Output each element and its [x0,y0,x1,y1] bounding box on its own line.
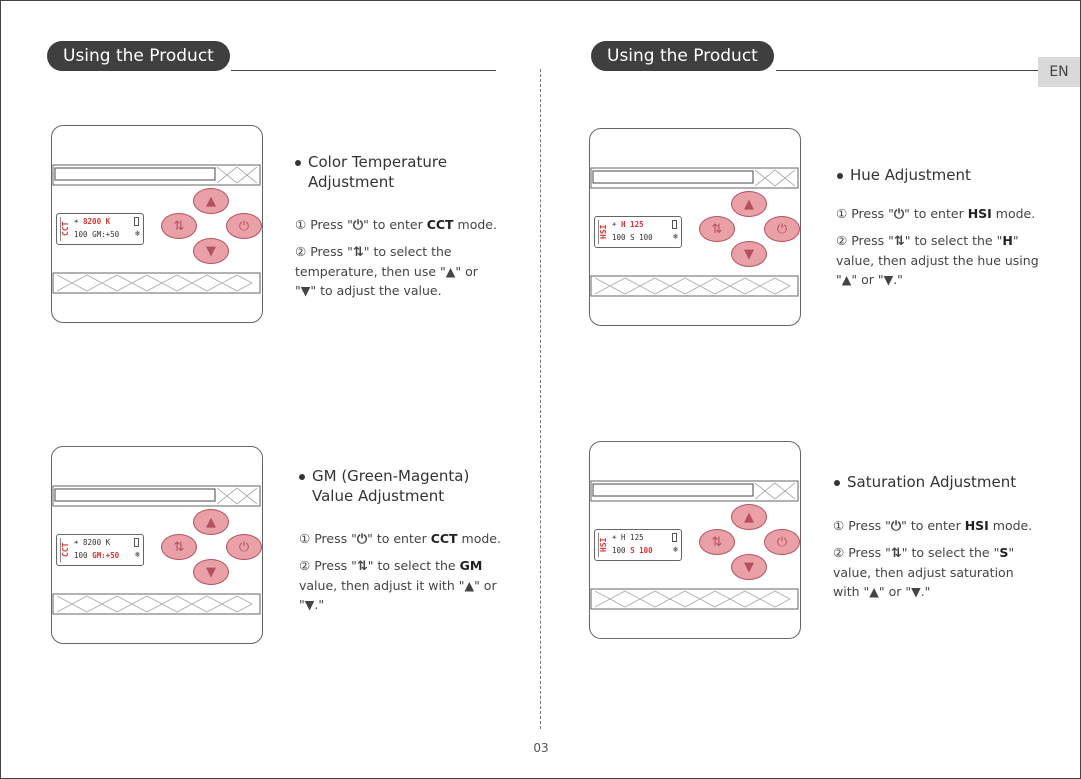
step-2: ② Press "⇅" to select the "S" value, then adjust saturation with "▲" or "▼." [833,545,1015,599]
fan-icon: ❄ [135,550,140,559]
lcd-sat-value: S 100 [630,233,653,242]
down-button[interactable]: ▼ [731,554,767,580]
lcd-display: HSI ☀ H 125 100 S 100 ❄ [594,216,682,248]
device-illustration-cct [51,125,263,323]
lcd-sat-value: S 100 [630,546,653,555]
select-icon: ⇅ [893,234,905,249]
section-title-saturation: Saturation Adjustment [847,472,1016,492]
step-1: ① Press "⏻" to enter HSI mode. [833,518,1033,534]
lcd-display: HSI ☀ H 125 100 S 100 ❄ [594,529,682,561]
lcd-brightness: 100 [612,546,626,555]
up-button[interactable]: ▲ [731,191,767,217]
page-number: 03 [533,741,549,755]
lcd-gm-value: GM:+50 [92,230,120,239]
power-icon: ⏻ [356,532,368,547]
device-illustration-hue [589,128,801,326]
bullet-icon [837,173,843,179]
up-button[interactable]: ▲ [731,504,767,530]
power-icon: ⏻ [352,218,364,233]
select-button[interactable]: ⇅ [699,529,735,555]
lcd-cct-value: 8200 K [83,538,111,547]
select-button[interactable]: ⇅ [161,534,197,560]
bullet-icon [295,160,301,166]
lcd-mode: HSI [598,533,608,557]
power-button[interactable]: ⏻ [764,529,800,555]
select-icon: ⇅ [352,245,364,260]
column-divider [540,69,541,729]
lcd-mode: HSI [598,220,608,244]
lcd-brightness: 100 [74,230,88,239]
header-rule-left [231,70,496,71]
lcd-brightness: 100 [74,551,88,560]
power-button[interactable]: ⏻ [226,213,262,239]
section-title-hue: Hue Adjustment [850,165,971,185]
fan-icon: ❄ [673,232,678,241]
lcd-display: CCT ☀ 8200 K 100 GM:+50 ❄ [56,534,144,566]
down-button[interactable]: ▼ [193,559,229,585]
select-icon: ⇅ [890,546,902,561]
power-button[interactable]: ⏻ [226,534,262,560]
header-rule-right [776,70,1038,71]
section-header-right: Using the Product [591,41,774,71]
down-button[interactable]: ▼ [731,241,767,267]
battery-icon [134,217,139,226]
fan-icon: ❄ [135,229,140,238]
bullet-icon [299,474,305,480]
step-2: ② Press "⇅" to select the "H" value, then adjust the hue using "▲" or "▼." [836,233,1039,287]
battery-icon [672,533,677,542]
power-icon: ⏻ [890,519,902,534]
lcd-display: CCT ☀ 8200 K 100 GM:+50 ❄ [56,213,144,245]
lcd-mode: CCT [60,217,70,241]
up-button[interactable]: ▲ [193,188,229,214]
select-button[interactable]: ⇅ [699,216,735,242]
bullet-icon [834,480,840,486]
lcd-cct-value: 8200 K [83,217,111,226]
battery-icon [672,220,677,229]
fan-icon: ❄ [673,545,678,554]
step-1: ① Press "⏻" to enter CCT mode. [299,531,501,547]
step-2: ② Press "⇅" to select the GM value, then adjust it with "▲" or "▼." [299,558,497,612]
lcd-mode: CCT [60,538,70,562]
select-icon: ⇅ [356,559,368,574]
section-title-cct: Color Temperature Adjustment [308,152,447,192]
step-1: ① Press "⏻" to enter CCT mode. [295,217,497,233]
lcd-hue-value: H 125 [621,220,644,229]
device-illustration-saturation [589,441,801,639]
language-tab[interactable]: EN [1038,57,1080,87]
device-illustration-gm [51,446,263,644]
select-button[interactable]: ⇅ [161,213,197,239]
down-button[interactable]: ▼ [193,238,229,264]
step-2: ② Press "⇅" to select the temperature, then use "▲" or "▼" to adjust the value. [295,244,478,298]
step-1: ① Press "⏻" to enter HSI mode. [836,206,1036,222]
battery-icon [134,538,139,547]
power-icon: ⏻ [893,207,905,222]
section-title-gm: GM (Green-Magenta) Value Adjustment [312,466,469,506]
power-button[interactable]: ⏻ [764,216,800,242]
lcd-gm-value: GM:+50 [92,551,120,560]
lcd-brightness: 100 [612,233,626,242]
section-header-left: Using the Product [47,41,230,71]
lcd-hue-value: H 125 [621,533,644,542]
up-button[interactable]: ▲ [193,509,229,535]
